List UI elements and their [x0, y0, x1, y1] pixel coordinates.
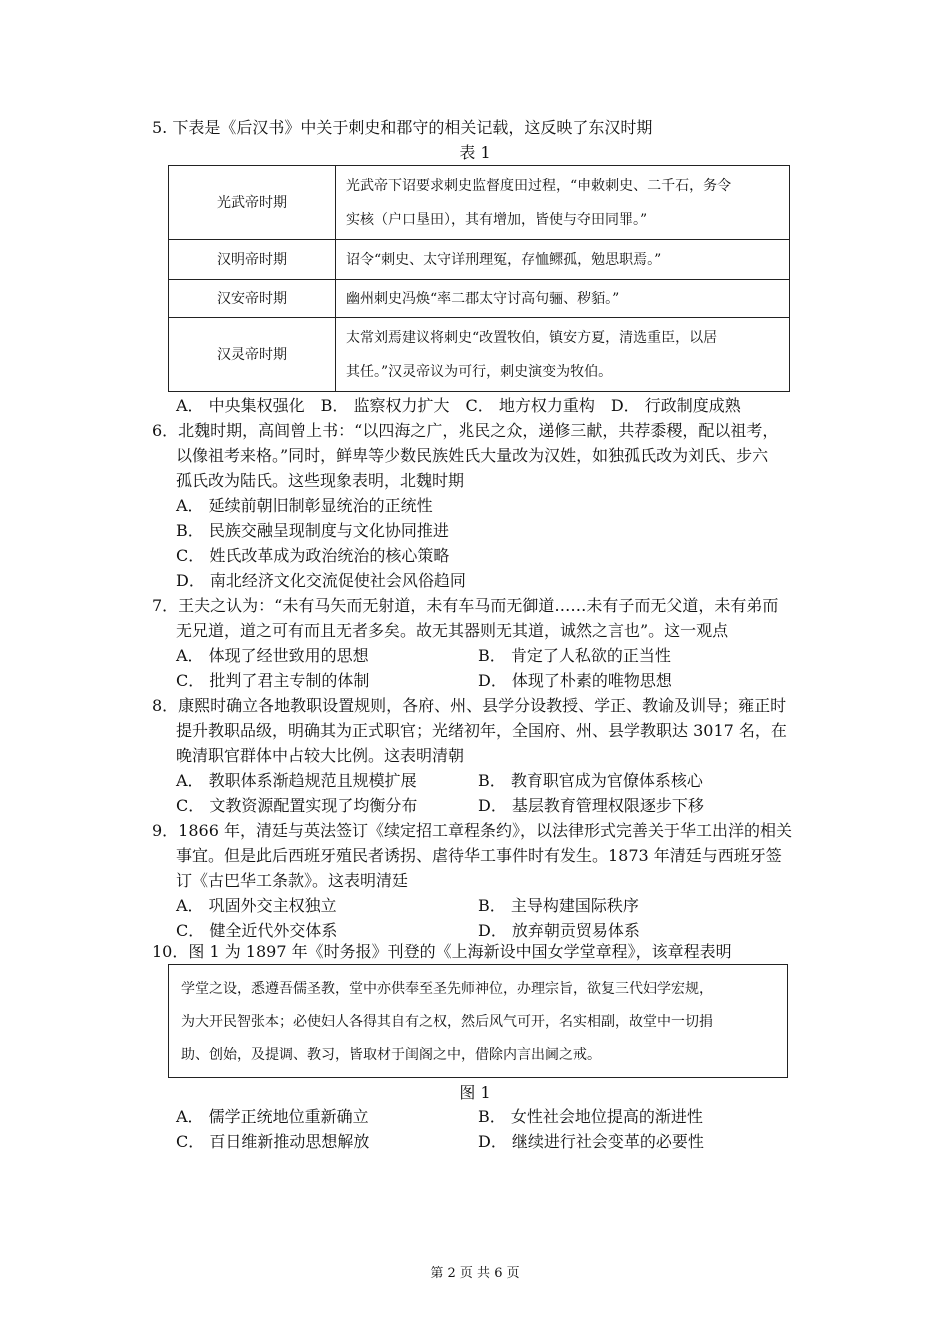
q8-line: 8．康熙时确立各地教职设置规则，各府、州、县学分设教授、学正、教谕及训导；雍正时 — [152, 696, 787, 715]
table-caption: 表 1 — [459, 143, 491, 162]
q6-option-d: D． 南北经济文化交流促使社会风俗趋同 — [176, 571, 466, 590]
q6-line: 以像祖考来格。”同时，鲜卑等少数民族姓氏大量改为汉姓，如独孤氏改为刘氏、步六 — [176, 446, 769, 465]
q9-option-a: A． 巩固外交主权独立 — [176, 896, 337, 915]
q9-option-d: D． 放弃朝贡贸易体系 — [478, 921, 640, 940]
q7-line: 无兄道，道之可有而且无者多矣。故无其器则无其道，诚然之言也”。这一观点 — [176, 621, 729, 640]
q10-option-b: B． 女性社会地位提高的渐进性 — [478, 1107, 703, 1126]
q8-option-b: B． 教育职官成为官僚体系核心 — [478, 771, 703, 790]
era-cell: 汉灵帝时期 — [169, 318, 336, 392]
era-cell: 汉明帝时期 — [169, 240, 336, 280]
record-cell: 诏令“刺史、太守详刑理冤，存恤鳏孤，勉思职焉。” — [336, 240, 790, 280]
excerpt-line: 学堂之设，悉遵吾儒圣教，堂中亦供奉至圣先师神位，办理宗旨，欲复三代妇学宏规， — [181, 981, 713, 997]
table-row — [169, 166, 790, 240]
q5-stem: 5. 下表是《后汉书》中关于刺史和郡守的相关记载，这反映了东汉时期 — [152, 118, 653, 137]
page-number: 第 2 页 共 6 页 — [430, 1266, 520, 1281]
record-line: 太常刘焉建议将刺史“改置牧伯，镇安方夏，清选重臣，以居 — [346, 329, 718, 346]
q7-option-b: B． 肯定了人私欲的正当性 — [478, 646, 671, 665]
q6-line: 6．北魏时期，高闾曾上书：“以四海之广，兆民之众，递修三献，共荐黍稷，配以祖考， — [152, 421, 779, 440]
q8-option-c: C． 文教资源配置实现了均衡分布 — [176, 796, 418, 815]
q8-option-a: A． 教职体系渐趋规范且规模扩展 — [176, 771, 417, 790]
q10-option-d: D． 继续进行社会变革的必要性 — [478, 1132, 704, 1151]
q8-line: 提升教职品级，明确其为正式职官；光绪初年，全国府、州、县学教职达 3017 名，在 — [176, 721, 787, 740]
q7-option-c: C． 批判了君主专制的体制 — [176, 671, 370, 690]
q6-option-a: A． 延续前朝旧制彰显统治的正统性 — [176, 496, 433, 515]
excerpt-line: 为大开民智张本；必使妇人各得其自有之权，然后风气可开，名实相副，故堂中一切捐 — [181, 1014, 713, 1030]
table-row — [169, 318, 790, 392]
q10-option-a: A． 儒学正统地位重新确立 — [176, 1107, 369, 1126]
q6-option-c: C． 姓氏改革成为政治统治的核心策略 — [176, 546, 450, 565]
q8-option-d: D． 基层教育管理权限逐步下移 — [478, 796, 704, 815]
q5-options: A． 中央集权强化 B． 监察权力扩大 C． 地方权力重构 D． 行政制度成熟 — [176, 396, 741, 415]
q10-option-c: C． 百日维新推动思想解放 — [176, 1132, 370, 1151]
q9-line: 订《古巴华工条款》。这表明清廷 — [176, 871, 409, 890]
figure-caption: 图 1 — [459, 1083, 491, 1102]
q9-option-c: C． 健全近代外交体系 — [176, 921, 338, 940]
table-row — [169, 280, 790, 318]
era-cell: 汉安帝时期 — [169, 280, 336, 318]
records-table — [168, 165, 790, 392]
table-row — [169, 240, 790, 280]
q10-stem: 10．图 1 为 1897 年《时务报》刊登的《上海新设中国女学堂章程》，该章程表明 — [152, 942, 732, 961]
record-cell — [336, 318, 790, 392]
record-cell — [336, 166, 790, 240]
q8-line: 晚清职官群体中占较大比例。这表明清朝 — [176, 746, 465, 765]
record-cell: 幽州刺史冯焕“率二郡太守讨高句骊、秽貊。” — [336, 280, 790, 318]
record-line: 光武帝下诏要求刺史监督度田过程，“申敕刺史、二千石，务令 — [346, 177, 732, 194]
figure-1-excerpt — [168, 964, 788, 1078]
q6-line: 孤氏改为陆氏。这些现象表明，北魏时期 — [176, 471, 465, 490]
q7-line: 7．王夫之认为：“未有马矢而无射道，未有车马而无御道……未有子而无父道，未有弟而 — [152, 596, 779, 615]
record-line: 其任。”汉灵帝议为可行，刺史演变为牧伯。 — [346, 363, 613, 380]
q9-option-b: B． 主导构建国际秩序 — [478, 896, 639, 915]
era-cell: 光武帝时期 — [169, 166, 336, 240]
q7-option-d: D． 体现了朴素的唯物思想 — [478, 671, 672, 690]
q7-option-a: A． 体现了经世致用的思想 — [176, 646, 369, 665]
q9-line: 事宜。但是此后西班牙殖民者诱拐、虐待华工事件时有发生。1873 年清廷与西班牙签 — [176, 846, 782, 865]
q6-option-b: B． 民族交融呈现制度与文化协同推进 — [176, 521, 449, 540]
q9-line: 9．1866 年，清廷与英法签订《续定招工章程条约》，以法律形式完善关于华工出洋的相关 — [152, 821, 792, 840]
excerpt-line: 助、创始，及提调、教习，皆取材于闺阁之中，借除内言出阃之戒。 — [181, 1047, 601, 1063]
record-line: 实核（户口垦田），其有增加，皆使与夺田同罪。” — [346, 211, 648, 228]
